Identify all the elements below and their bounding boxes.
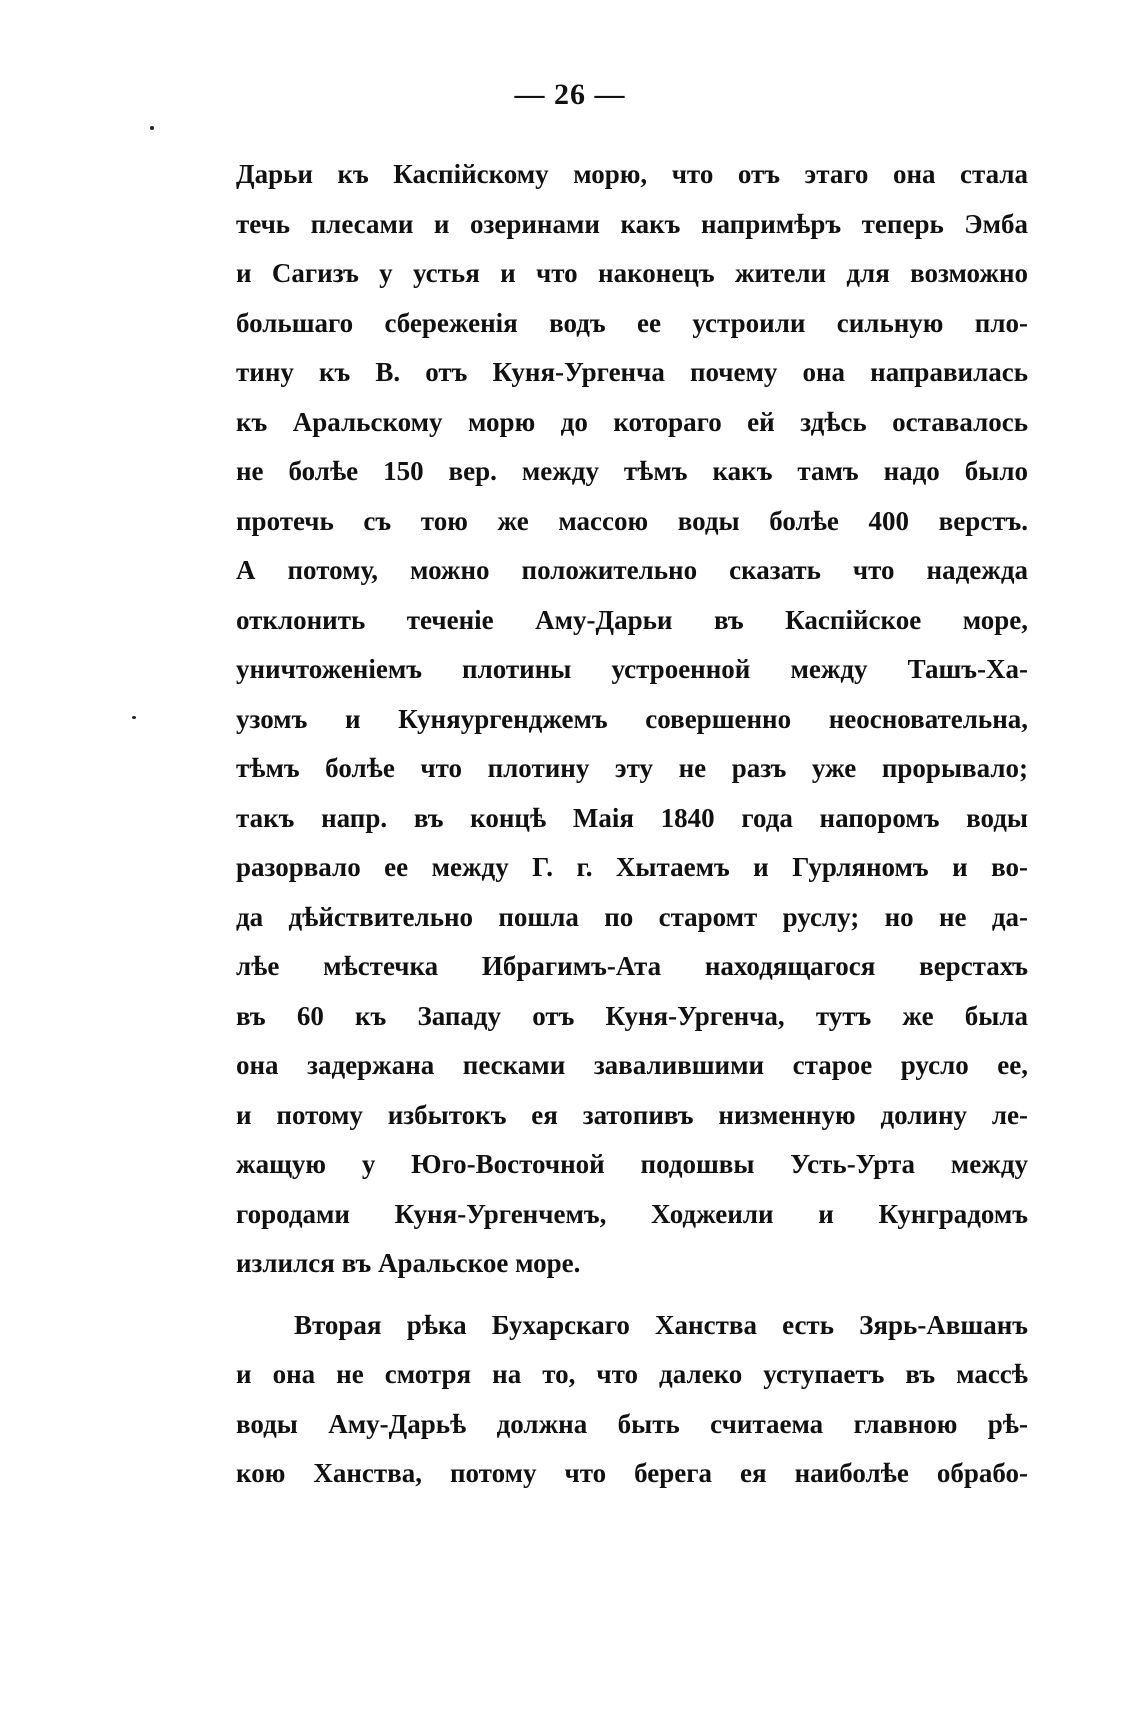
text-line: тѣмъ болѣе что плотину эту не разъ уже прорывало;	[236, 753, 1028, 783]
text-line: излился въ Аральское море.	[236, 1248, 581, 1278]
text-line: течь плесами и озеринами какъ напримѣръ теперь Эмба	[236, 208, 1028, 239]
text-line: въ 60 къ Западу отъ Куня-Ургенча, тутъ же была	[236, 1000, 1028, 1031]
text-line: такъ напр. въ концѣ Маія 1840 года напоромъ воды	[236, 802, 1028, 833]
text-line: тину къ В. отъ Куня-Ургенча почему она направилась	[236, 357, 1028, 387]
text-line: воды Аму-Дарьѣ должна быть считаема главною рѣ-	[236, 1408, 1028, 1439]
text-line: жащую у Юго-Восточной подошвы Усть-Урта между	[236, 1149, 1028, 1179]
text-line: да дѣйствительно пошла по старомт руслу; но не да-	[236, 901, 1028, 932]
text-line: узомъ и Куняургенджемъ совершенно неосновательна,	[236, 703, 1028, 734]
text-line: и потому избытокъ ея затопивъ низменную долину ле-	[236, 1099, 1028, 1130]
text-line: она задержана песками завалившими старое русло ее,	[236, 1050, 1028, 1080]
text-line: Дарьи къ Каспійскому морю, что отъ этаго она стала	[236, 159, 1028, 189]
margin-speck	[150, 126, 154, 130]
text-line: протечь съ тою же массою воды болѣе 400 верстъ.	[236, 505, 1028, 536]
text-line: Вторая рѣка Бухарскаго Ханства есть Зярь-Авшанъ	[294, 1309, 1028, 1340]
text-line: и она не смотря на то, что далеко уступаетъ въ массѣ	[236, 1359, 1028, 1389]
text-line: разорвало ее между Г. г. Хытаемъ и Гурляномъ и во-	[236, 852, 1028, 882]
text-line: лѣе мѣстечка Ибрагимъ-Ата находящагося верстахъ	[236, 951, 1028, 981]
text-line: большаго сбереженія водъ ее устроили сильную пло-	[236, 307, 1028, 338]
text-line: А потому, можно положительно сказать что надежда	[236, 555, 1028, 585]
page-number: — 26 —	[514, 78, 626, 111]
text-line: кою Ханства, потому что берега ея наиболѣе обрабо-	[236, 1458, 1028, 1488]
text-line: уничтоженіемъ плотины устроенной между Ташъ-Ха-	[236, 654, 1028, 684]
paragraph-gap	[236, 1289, 1028, 1301]
paragraph	[236, 150, 1028, 1289]
text-line: городами Куня-Ургенчемъ, Ходжеили и Кунградомъ	[236, 1198, 1028, 1229]
margin-speck	[132, 716, 136, 719]
text-line: отклонить теченіе Аму-Дарьи въ Каспійское море,	[236, 604, 1028, 635]
text-line: къ Аральскому морю до котораго ей здѣсь оставалось	[236, 406, 1028, 437]
text-line: и Сагизъ у устья и что наконецъ жители для возможно	[236, 258, 1028, 288]
text-line: не болѣе 150 вер. между тѣмъ какъ тамъ надо было	[236, 456, 1028, 486]
paragraph	[236, 1301, 1028, 1499]
body-text	[236, 150, 1028, 1499]
